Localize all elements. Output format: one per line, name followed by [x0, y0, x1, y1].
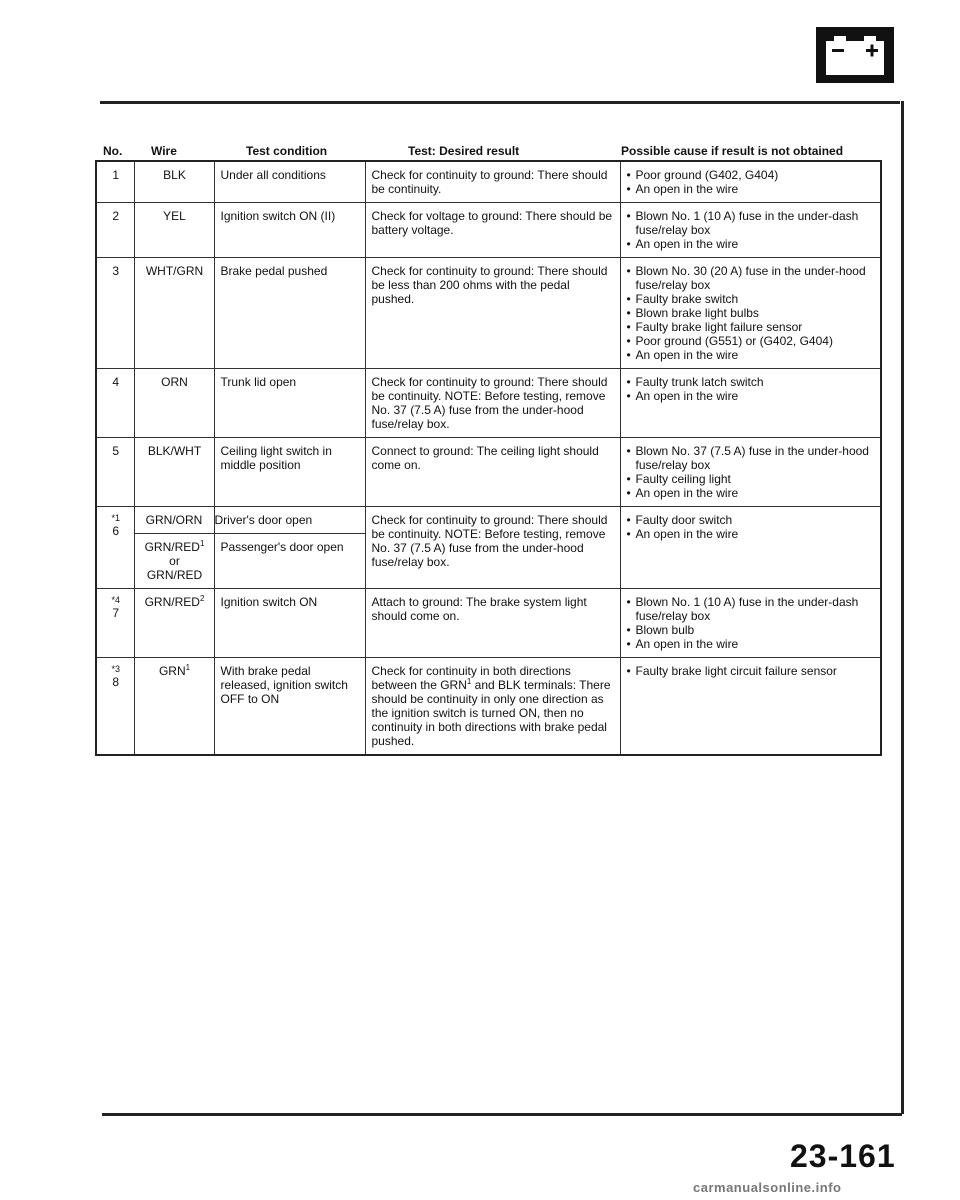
desired-result: Check for continuity to ground: There should be less than 200 ohms with the pedal pushed.: [365, 258, 620, 369]
battery-icon: [816, 27, 894, 83]
watermark: carmanualsonline.info: [693, 1180, 842, 1195]
top-rule: [100, 101, 900, 104]
test-condition: Trunk lid open: [214, 369, 365, 438]
row-number: 2: [96, 203, 134, 258]
test-condition: Under all conditions: [214, 161, 365, 203]
cause-item: • Faulty brake switch: [627, 292, 876, 306]
possible-causes: [620, 507, 881, 589]
test-condition: With brake pedal released, ignition switch OFF to ON: [214, 658, 365, 756]
cause-item: • Faulty door switch: [627, 513, 876, 527]
header-desired-result: Test: Desired result: [408, 144, 520, 158]
row-number-value: 7: [112, 606, 120, 620]
row-number: 1: [96, 161, 134, 203]
header-test-condition: Test condition: [246, 144, 328, 158]
wire-color-driver: GRN/ORN: [135, 513, 214, 534]
possible-causes: [620, 258, 881, 369]
row-footnote-mark: *4: [111, 595, 120, 605]
cause-item: • Blown No. 30 (20 A) fuse in the under-hood fuse/relay box: [627, 264, 876, 292]
table-row: [96, 258, 881, 369]
row-number-value: 6: [112, 524, 120, 538]
wire-color-passenger: GRN/RED$^1$ or GRN/RED: [144, 539, 205, 582]
cause-item: • An open in the wire: [627, 486, 876, 500]
test-condition: Ignition switch ON (II): [214, 203, 365, 258]
row-number: [96, 658, 134, 756]
cause-item: • Blown brake light bulbs: [627, 306, 876, 320]
desired-result: Attach to ground: The brake system light should come on.: [365, 589, 620, 658]
cause-item: • Blown No. 1 (10 A) fuse in the under-dash fuse/relay box: [627, 209, 876, 237]
cause-item: • Blown No. 37 (7.5 A) fuse in the under-hood fuse/relay box: [627, 444, 876, 472]
test-condition-passenger: Passenger's door open: [220, 540, 344, 554]
table-row: [96, 589, 881, 658]
possible-causes: [620, 161, 881, 203]
table-row: [96, 369, 881, 438]
wire-color: ORN: [134, 369, 214, 438]
table-row: [96, 507, 881, 589]
bottom-rule: [102, 1113, 902, 1116]
test-condition-driver: Driver's door open: [215, 513, 365, 534]
row-number: [96, 589, 134, 658]
cause-item: • An open in the wire: [627, 389, 876, 403]
row-number: 4: [96, 369, 134, 438]
side-rule: [901, 101, 904, 1114]
desired-result: Check for continuity in both directions between the GRN$^1$ and BLK terminals: There should be continuity in only one direction as the ignition switch is turned ON, then no continuity in both directions with brake pedal pushed.: [365, 658, 620, 756]
page-number: 23-161: [790, 1138, 896, 1174]
test-condition: Ceiling light switch in middle position: [214, 438, 365, 507]
possible-causes: [620, 658, 881, 756]
cause-item: • Faulty brake light circuit failure sensor: [627, 664, 876, 678]
wire-color: BLK/WHT: [134, 438, 214, 507]
wire-color: WHT/GRN: [134, 258, 214, 369]
desired-result: Check for continuity to ground: There should be continuity. NOTE: Before testing, remove No. 37 (7.5 A) fuse from the under-hood fuse/relay box.: [365, 369, 620, 438]
header-possible-cause: Possible cause if result is not obtained: [621, 144, 844, 158]
wire-color: GRN/RED$^2$: [134, 589, 214, 658]
cause-item: • Blown No. 1 (10 A) fuse in the under-dash fuse/relay box: [627, 595, 876, 623]
cause-item: • An open in the wire: [627, 637, 876, 651]
possible-causes: [620, 589, 881, 658]
table-row: [96, 161, 881, 203]
desired-result: Check for continuity to ground: There should be continuity.: [365, 161, 620, 203]
table-row: [96, 203, 881, 258]
desired-result: Check for voltage to ground: There should be battery voltage.: [365, 203, 620, 258]
wire-color: GRN$^1$: [134, 658, 214, 756]
table-row: [96, 438, 881, 507]
wire-color: BLK: [134, 161, 214, 203]
test-condition: Ignition switch ON: [214, 589, 365, 658]
test-condition: Brake pedal pushed: [214, 258, 365, 369]
cause-item: • Poor ground (G551) or (G402, G404): [627, 334, 876, 348]
desired-result: Check for continuity to ground: There should be continuity. NOTE: Before testing, remove No. 37 (7.5 A) fuse from the under-hood fuse/relay box.: [365, 507, 620, 589]
cause-item: • Faulty brake light failure sensor: [627, 320, 876, 334]
cause-item: • Faulty trunk latch switch: [627, 375, 876, 389]
wire-color: [134, 507, 214, 589]
wire-color: YEL: [134, 203, 214, 258]
cause-item: • An open in the wire: [627, 527, 876, 541]
possible-causes: [620, 203, 881, 258]
row-footnote-mark: *3: [111, 664, 120, 674]
test-condition: [214, 507, 365, 589]
wire-test-table: [95, 160, 882, 756]
row-number: 3: [96, 258, 134, 369]
cause-item: • An open in the wire: [627, 237, 876, 251]
possible-causes: [620, 438, 881, 507]
possible-causes: [620, 369, 881, 438]
cause-item: • An open in the wire: [627, 182, 876, 196]
row-number-value: 8: [112, 675, 120, 689]
cause-item: • An open in the wire: [627, 348, 876, 362]
cause-item: • Faulty ceiling light: [627, 472, 876, 486]
row-number: 5: [96, 438, 134, 507]
header-no: No.: [103, 144, 123, 158]
row-footnote-mark: *1: [111, 513, 120, 523]
cause-item: • Poor ground (G402, G404): [627, 168, 876, 182]
row-number: [96, 507, 134, 589]
cause-item: • Blown bulb: [627, 623, 876, 637]
desired-result: Connect to ground: The ceiling light should come on.: [365, 438, 620, 507]
header-wire: Wire: [151, 144, 177, 158]
table-row: [96, 658, 881, 756]
